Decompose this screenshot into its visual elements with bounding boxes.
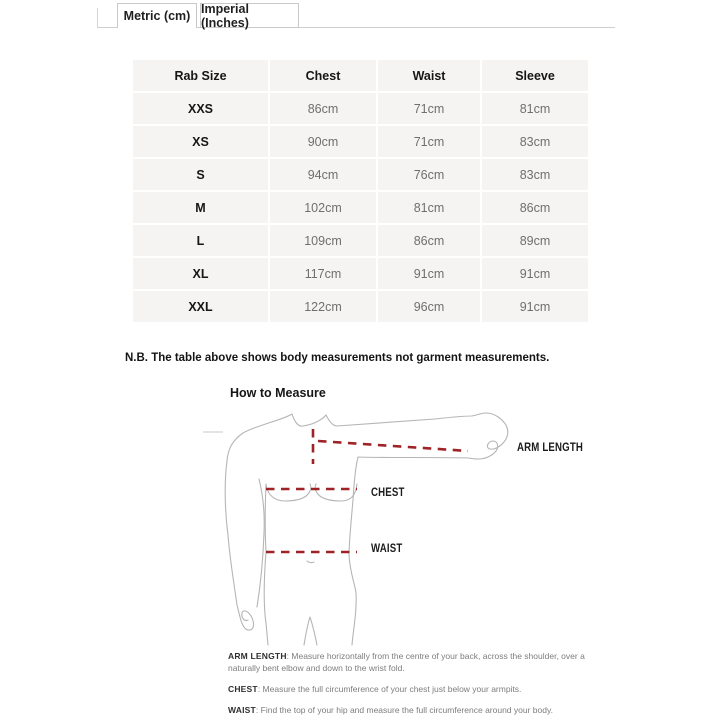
size-table — [131, 58, 590, 324]
chest-cell: 90cm — [270, 126, 376, 157]
chest-cell: 109cm — [270, 225, 376, 256]
measurement-diagram — [195, 403, 595, 648]
table-row — [133, 258, 588, 289]
sleeve-cell: 91cm — [482, 291, 588, 322]
waist-cell: 96cm — [378, 291, 480, 322]
waist-instruction-text: : Find the top of your hip and measure the full circumference around your body. — [255, 705, 553, 715]
chest-instruction-label: CHEST — [228, 684, 258, 694]
arm-length-instruction-text: : Measure horizontally from the centre of your back, across the shoulder, over a naturally bent elbow and down to the wrist fold. — [228, 651, 585, 673]
body-left-outline — [264, 484, 268, 645]
sleeve-cell: 91cm — [482, 258, 588, 289]
body-outline-figure — [195, 403, 595, 648]
sleeve-cell: 86cm — [482, 192, 588, 223]
table-row — [133, 192, 588, 223]
chest-instruction — [228, 683, 608, 695]
size-cell: M — [133, 192, 268, 223]
size-cell: XXL — [133, 291, 268, 322]
sleeve-cell: 89cm — [482, 225, 588, 256]
chest-label: CHEST — [371, 487, 405, 499]
tab-metric[interactable]: Metric (cm) — [117, 3, 197, 28]
how-to-measure-title: How to Measure — [230, 386, 326, 400]
waist-cell: 81cm — [378, 192, 480, 223]
waist-instruction — [228, 704, 608, 716]
navel-mark — [307, 561, 314, 563]
arm-length-line — [318, 441, 468, 451]
table-row — [133, 93, 588, 124]
chest-cell: 122cm — [270, 291, 376, 322]
header-chest: Chest — [270, 60, 376, 91]
table-row — [133, 159, 588, 190]
waist-instruction-label: WAIST — [228, 705, 256, 715]
size-cell: S — [133, 159, 268, 190]
size-cell: XS — [133, 126, 268, 157]
waist-label: WAIST — [371, 543, 403, 555]
table-row — [133, 126, 588, 157]
table-row — [133, 225, 588, 256]
sleeve-cell: 83cm — [482, 159, 588, 190]
chest-instruction-text: : Measure the full circumference of your chest just below your armpits. — [257, 684, 522, 694]
waist-cell: 71cm — [378, 93, 480, 124]
measuring-instructions — [228, 650, 608, 720]
waist-cell: 71cm — [378, 126, 480, 157]
right-arm-outline — [326, 413, 508, 645]
header-waist: Waist — [378, 60, 480, 91]
chest-cell: 102cm — [270, 192, 376, 223]
size-cell: XXS — [133, 93, 268, 124]
chest-cell: 94cm — [270, 159, 376, 190]
table-row — [133, 291, 588, 322]
sleeve-cell: 83cm — [482, 126, 588, 157]
size-cell: XL — [133, 258, 268, 289]
arm-length-instruction-label: ARM LENGTH — [228, 651, 287, 661]
table-header-row — [133, 60, 588, 91]
tabbar-left-edge — [97, 8, 98, 27]
measurements-note: N.B. The table above shows body measurements not garment measurements. — [125, 352, 550, 364]
size-cell: L — [133, 225, 268, 256]
sleeve-cell: 81cm — [482, 93, 588, 124]
chest-cell: 86cm — [270, 93, 376, 124]
arm-length-label: ARM LENGTH — [517, 442, 584, 454]
collar-outline — [292, 414, 326, 426]
waist-cell: 91cm — [378, 258, 480, 289]
tab-imperial[interactable]: Imperial (Inches) — [200, 3, 299, 28]
waist-cell: 86cm — [378, 225, 480, 256]
arm-length-instruction — [228, 650, 608, 674]
chest-arcs-outline — [266, 484, 357, 501]
inseam-outline — [304, 617, 317, 645]
inner-arm-outline — [257, 479, 264, 607]
waist-cell: 76cm — [378, 159, 480, 190]
header-rab-size: Rab Size — [133, 60, 268, 91]
header-sleeve: Sleeve — [482, 60, 588, 91]
chest-cell: 117cm — [270, 258, 376, 289]
